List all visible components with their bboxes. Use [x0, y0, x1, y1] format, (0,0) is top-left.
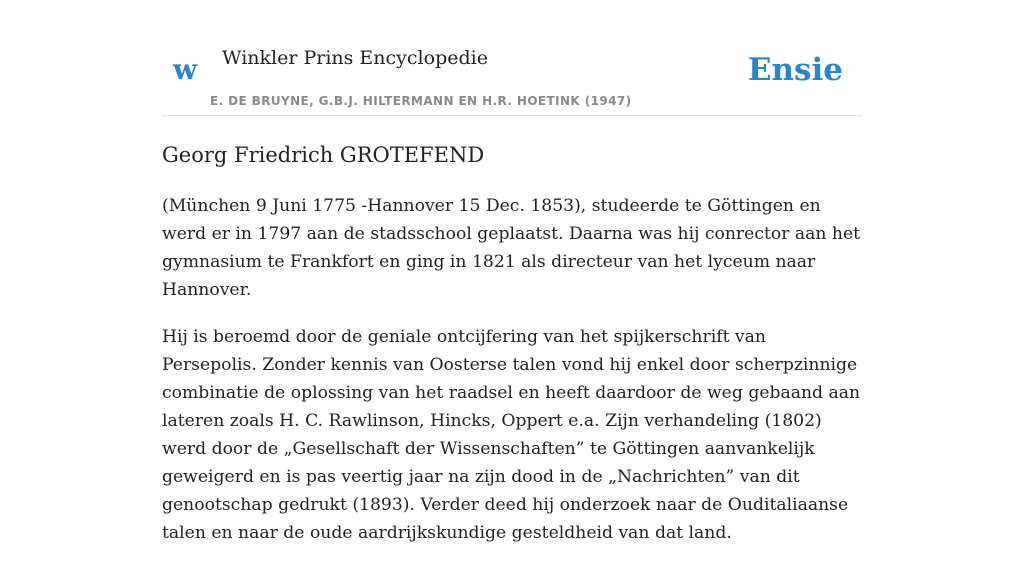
ensie-logo[interactable]: Ensie	[747, 52, 843, 88]
winkler-prins-logo[interactable]: w	[173, 53, 198, 86]
article-paragraph-1: (München 9 Juni 1775 -Hannover 15 Dec. 1853), studeerde te Göttingen en werd er in 1797 aan de stadsschool geplaatst. Daarna was hij conrector aan het gymnasium te Frankfort en ging in 1821 als directeur van het lyceum naar Hannover.	[162, 196, 861, 300]
header-divider	[162, 115, 862, 116]
article-body	[162, 192, 866, 566]
publication-title[interactable]: Winkler Prins Encyclopedie	[222, 47, 488, 69]
article-title: Georg Friedrich GROTEFEND	[162, 143, 485, 167]
publication-authors: E. DE BRUYNE, G.B.J. HILTERMANN EN H.R. HOETINK (1947)	[210, 94, 632, 108]
article-paragraph-2: Hij is beroemd door de geniale ontcijfering van het spijkerschrift van Persepolis. Zonder kennis van Oosterse talen vond hij enkel door scherpzinnige combinatie de oplossing van het raadsel en heeft daardoor de weg gebaand aan lateren zoals H. C. Rawlinson, Hincks, Oppert e.a. Zijn verhandeling (1802) werd door de „Gesellschaft der Wissenschaften” te Göttingen aanvankelijk geweigerd en is pas veertig jaar na zijn dood in de „Nachrichten” van dit genootschap gedrukt (1893). Verder deed hij onderzoek naar de Ouditaliaanse talen en naar de oude aardrijkskundige gesteldheid van dat land.	[162, 327, 861, 543]
